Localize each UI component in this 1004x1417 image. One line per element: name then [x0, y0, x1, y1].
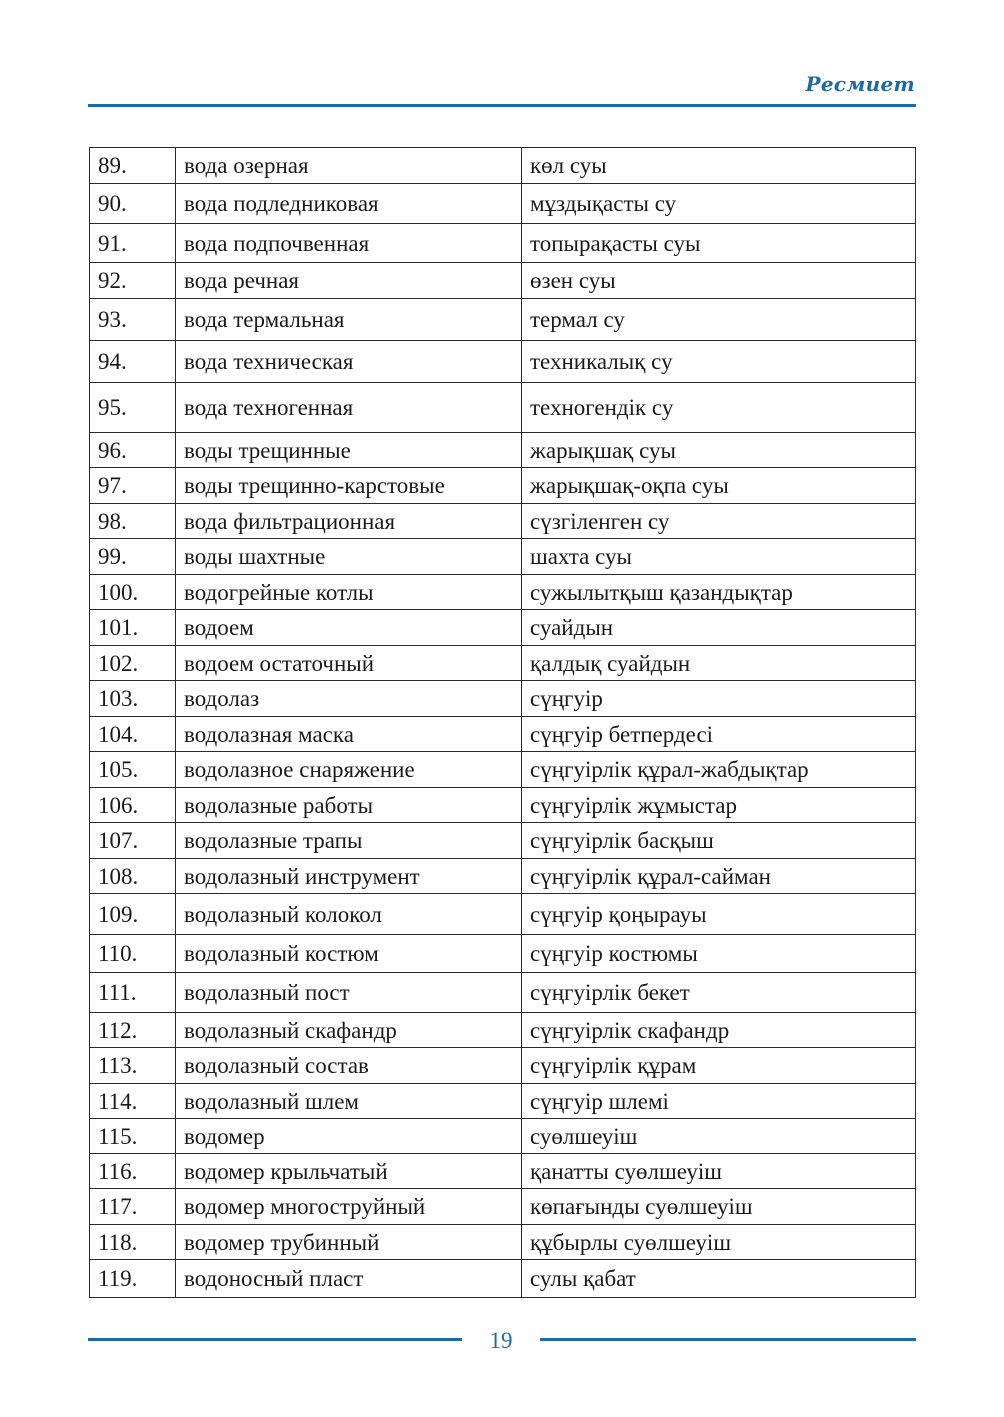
term-russian: водоем — [176, 610, 522, 646]
table-row — [90, 148, 916, 184]
term-russian: водомер многоструйный — [176, 1189, 522, 1225]
term-russian: водогрейные котлы — [176, 575, 522, 610]
term-kazakh: сүңгуір қоңырауы — [522, 894, 916, 935]
table-row — [90, 539, 916, 575]
term-kazakh: сүңгуір шлемі — [522, 1084, 916, 1119]
term-kazakh: техногендік су — [522, 383, 916, 433]
term-number: 110. — [90, 935, 176, 973]
term-number: 116. — [90, 1154, 176, 1189]
table-row — [90, 610, 916, 646]
term-russian: водолазные трапы — [176, 823, 522, 859]
term-russian: водоносный пласт — [176, 1260, 522, 1298]
term-number: 95. — [90, 383, 176, 433]
term-russian: водолазное снаряжение — [176, 752, 522, 788]
term-russian: водолазная маска — [176, 717, 522, 752]
term-kazakh: сүңгуірлік құрам — [522, 1048, 916, 1084]
term-kazakh: сүңгуірлік жұмыстар — [522, 788, 916, 823]
term-russian: вода подледниковая — [176, 184, 522, 224]
table-row — [90, 299, 916, 341]
term-number: 102. — [90, 646, 176, 681]
term-number: 111. — [90, 973, 176, 1013]
term-kazakh: суайдын — [522, 610, 916, 646]
table-row — [90, 263, 916, 299]
term-number: 117. — [90, 1189, 176, 1225]
term-russian: вода подпочвенная — [176, 224, 522, 263]
table-row — [90, 935, 916, 973]
term-number: 118. — [90, 1225, 176, 1260]
term-russian: вода речная — [176, 263, 522, 299]
term-russian: воды шахтные — [176, 539, 522, 575]
term-kazakh: сүңгуірлік құрал-жабдықтар — [522, 752, 916, 788]
table-row — [90, 752, 916, 788]
term-number: 104. — [90, 717, 176, 752]
glossary-table — [89, 147, 916, 1298]
term-russian: водомер — [176, 1119, 522, 1154]
term-kazakh: жарықшақ-оқпа суы — [522, 468, 916, 504]
term-number: 109. — [90, 894, 176, 935]
term-russian: водолазный шлем — [176, 1084, 522, 1119]
term-kazakh: сужылытқыш қазандықтар — [522, 575, 916, 610]
term-number: 94. — [90, 341, 176, 383]
table-row — [90, 433, 916, 468]
footer-divider-left — [88, 1338, 462, 1341]
table-row — [90, 504, 916, 539]
table-row — [90, 1225, 916, 1260]
term-russian: водолазный костюм — [176, 935, 522, 973]
term-number: 114. — [90, 1084, 176, 1119]
term-kazakh: мұздықасты су — [522, 184, 916, 224]
term-number: 99. — [90, 539, 176, 575]
table-row — [90, 468, 916, 504]
term-kazakh: техникалық су — [522, 341, 916, 383]
term-russian: вода фильтрационная — [176, 504, 522, 539]
table-row — [90, 575, 916, 610]
term-russian: водолазный скафандр — [176, 1013, 522, 1048]
term-number: 112. — [90, 1013, 176, 1048]
term-kazakh: құбырлы суөлшеуіш — [522, 1225, 916, 1260]
page-number: 19 — [489, 1328, 513, 1353]
table-row — [90, 184, 916, 224]
term-kazakh: суөлшеуіш — [522, 1119, 916, 1154]
table-row — [90, 681, 916, 717]
term-number: 108. — [90, 859, 176, 894]
term-russian: вода озерная — [176, 148, 522, 184]
term-kazakh: сүңгуір костюмы — [522, 935, 916, 973]
term-kazakh: сүңгуір — [522, 681, 916, 717]
term-number: 98. — [90, 504, 176, 539]
term-kazakh: көпағынды суөлшеуіш — [522, 1189, 916, 1225]
table-row — [90, 224, 916, 263]
term-kazakh: қанатты суөлшеуіш — [522, 1154, 916, 1189]
term-number: 97. — [90, 468, 176, 504]
table-row — [90, 341, 916, 383]
term-number: 113. — [90, 1048, 176, 1084]
term-number: 91. — [90, 224, 176, 263]
term-number: 107. — [90, 823, 176, 859]
term-kazakh: өзен суы — [522, 263, 916, 299]
table-row — [90, 859, 916, 894]
term-number: 106. — [90, 788, 176, 823]
term-russian: вода термальная — [176, 299, 522, 341]
running-header-title: Ресмиет — [805, 72, 915, 96]
term-kazakh: сүңгуір бетпердесі — [522, 717, 916, 752]
term-russian: водомер трубинный — [176, 1225, 522, 1260]
term-number: 89. — [90, 148, 176, 184]
term-number: 119. — [90, 1260, 176, 1298]
term-kazakh: топырақасты суы — [522, 224, 916, 263]
table-row — [90, 1084, 916, 1119]
term-number: 96. — [90, 433, 176, 468]
term-number: 90. — [90, 184, 176, 224]
table-row — [90, 646, 916, 681]
term-russian: водолазный колокол — [176, 894, 522, 935]
table-row — [90, 1154, 916, 1189]
term-kazakh: сулы қабат — [522, 1260, 916, 1298]
term-kazakh: сүңгуірлік құрал-сайман — [522, 859, 916, 894]
term-russian: водолазный пост — [176, 973, 522, 1013]
term-kazakh: қалдық суайдын — [522, 646, 916, 681]
term-number: 103. — [90, 681, 176, 717]
term-russian: вода техногенная — [176, 383, 522, 433]
term-russian: водомер крыльчатый — [176, 1154, 522, 1189]
table-row — [90, 717, 916, 752]
term-number: 100. — [90, 575, 176, 610]
term-kazakh: шахта суы — [522, 539, 916, 575]
table-row — [90, 1048, 916, 1084]
term-russian: водоем остаточный — [176, 646, 522, 681]
glossary-table-body — [90, 148, 916, 1298]
term-kazakh: термал су — [522, 299, 916, 341]
footer-divider-right — [540, 1338, 916, 1341]
table-row — [90, 973, 916, 1013]
term-russian: воды трещинные — [176, 433, 522, 468]
term-russian: водолазный инструмент — [176, 859, 522, 894]
table-row — [90, 1013, 916, 1048]
term-russian: воды трещинно-карстовые — [176, 468, 522, 504]
term-number: 101. — [90, 610, 176, 646]
term-kazakh: сүңгуірлік басқыш — [522, 823, 916, 859]
term-russian: вода техническая — [176, 341, 522, 383]
term-number: 93. — [90, 299, 176, 341]
table-row — [90, 894, 916, 935]
header-divider — [88, 104, 916, 107]
table-row — [90, 383, 916, 433]
term-kazakh: сүңгуірлік бекет — [522, 973, 916, 1013]
table-row — [90, 1260, 916, 1298]
term-russian: водолазные работы — [176, 788, 522, 823]
term-number: 92. — [90, 263, 176, 299]
table-row — [90, 823, 916, 859]
term-russian: водолаз — [176, 681, 522, 717]
table-row — [90, 788, 916, 823]
term-number: 115. — [90, 1119, 176, 1154]
table-row — [90, 1119, 916, 1154]
term-kazakh: сүзгіленген су — [522, 504, 916, 539]
term-russian: водолазный состав — [176, 1048, 522, 1084]
term-kazakh: жарықшақ суы — [522, 433, 916, 468]
table-row — [90, 1189, 916, 1225]
term-number: 105. — [90, 752, 176, 788]
term-kazakh: сүңгуірлік скафандр — [522, 1013, 916, 1048]
term-kazakh: көл суы — [522, 148, 916, 184]
